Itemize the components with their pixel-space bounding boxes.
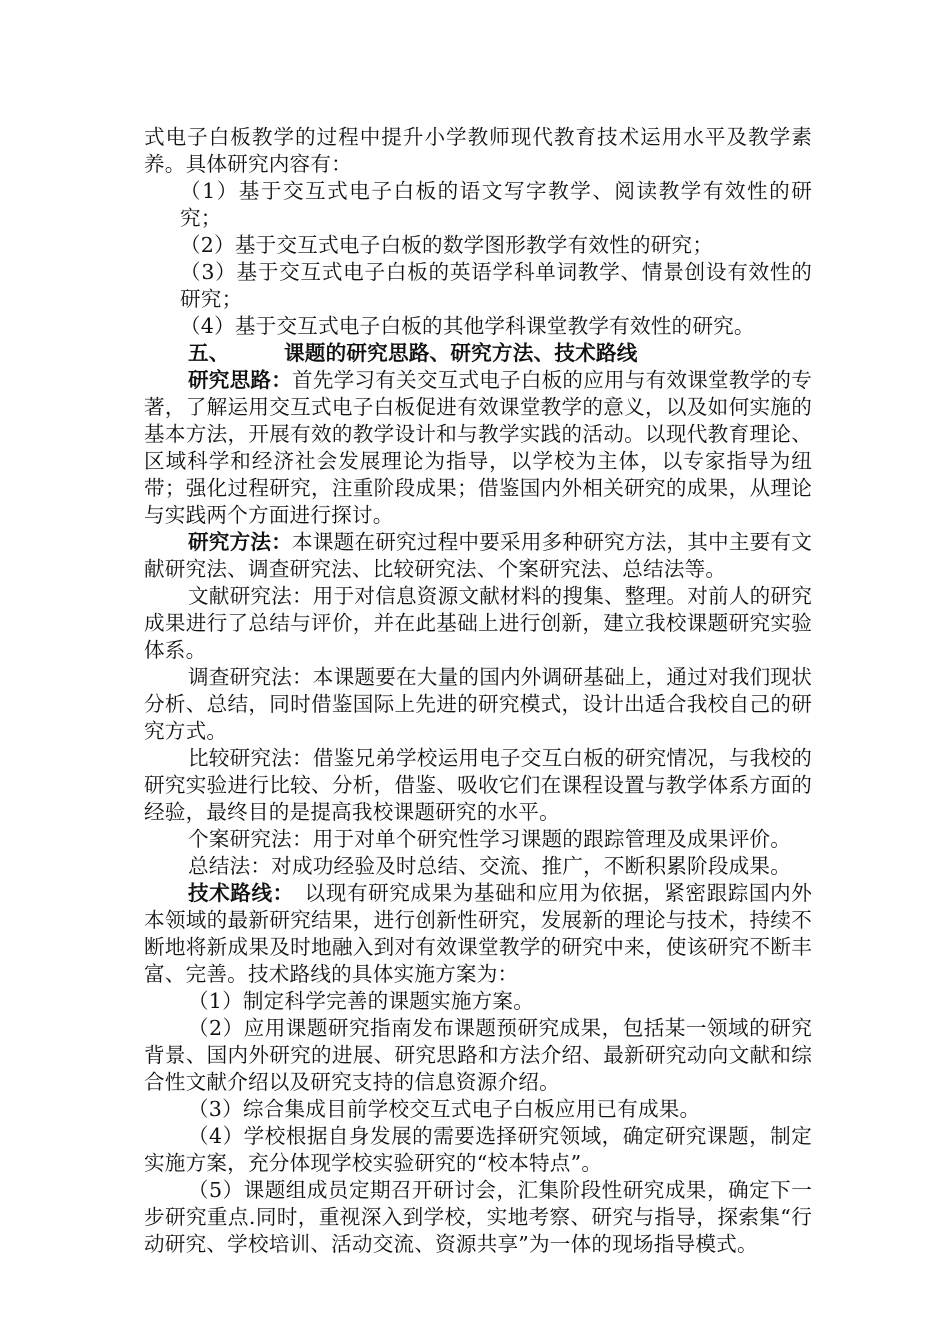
tech-route-text: 以现有研究成果为基础和应用为依据，紧密跟踪国内外本领域的最新研究结果，进行创新性研究，发展新的理论与技术，持续不断地将新成果及时地融入到对有效课堂教学的研究中来，使该研究不断丰富、完善。技术路线的具体实施方案为： bbox=[144, 881, 813, 986]
research-idea-paragraph bbox=[144, 367, 812, 529]
tech-step-5: （5）课题组成员定期召开研讨会，汇集阶段性研究成果，确定下一步研究重点.同时，重视深入到学校，实地考察、研究与指导，探索集“行动研究、学校培训、活动交流、资源共享”为一体的现场指导模式。 bbox=[144, 1178, 812, 1256]
document-page bbox=[144, 124, 812, 1258]
research-method-paragraph bbox=[144, 529, 812, 583]
method-comparison: 比较研究法：借鉴兄弟学校运用电子交互白板的研究情况，与我校的研究实验进行比较、分析，借鉴、吸收它们在课程设置与教学体系方面的经验，最终目的是提高我校课题研究的水平。 bbox=[144, 746, 812, 824]
tech-route-paragraph bbox=[144, 880, 812, 988]
tech-step-4: （4）学校根据自身发展的需要选择研究领域，确定研究课题，制定实施方案，充分体现学校实验研究的“校本特点”。 bbox=[144, 1124, 812, 1175]
tech-step-2: （2）应用课题研究指南发布课题预研究成果，包括某一领域的研究背景、国内外研究的进展、研究思路和方法介绍、最新研究动向文献和综合性文献介绍以及研究支持的信息资源介绍。 bbox=[144, 1016, 812, 1094]
intro-paragraph: 式电子白板教学的过程中提升小学教师现代教育技术运用水平及教学素养。具体研究内容有： bbox=[144, 125, 812, 176]
content-item-4: （4）基于交互式电子白板的其他学科课堂教学有效性的研究。 bbox=[180, 314, 755, 338]
research-method-label: 研究方法： bbox=[188, 530, 293, 554]
section-heading bbox=[144, 340, 812, 367]
method-case: 个案研究法：用于对单个研究性学习课题的跟踪管理及成果评价。 bbox=[188, 827, 792, 851]
method-summary: 总结法：对成功经验及时总结、交流、推广，不断积累阶段成果。 bbox=[188, 854, 792, 878]
method-survey: 调查研究法：本课题要在大量的国内外调研基础上，通过对我们现状分析、总结，同时借鉴国际上先进的研究模式，设计出适合我校自己的研究方式。 bbox=[144, 665, 812, 743]
content-item-1: （1）基于交互式电子白板的语文写字教学、阅读教学有效性的研究； bbox=[180, 179, 812, 230]
method-literature: 文献研究法：用于对信息资源文献材料的搜集、整理。对前人的研究成果进行了总结与评价，并在此基础上进行创新，建立我校课题研究实验体系。 bbox=[144, 584, 812, 662]
research-method-text: 本课题在研究过程中要采用多种研究方法，其中主要有文献研究法、调查研究法、比较研究法、个案研究法、总结法等。 bbox=[144, 530, 813, 581]
tech-route-label: 技术路线： bbox=[188, 881, 284, 905]
content-item-3: （3）基于交互式电子白板的英语学科单词教学、情景创设有效性的研究； bbox=[180, 260, 812, 311]
tech-step-3: （3）综合集成目前学校交互式电子白板应用已有成果。 bbox=[188, 1097, 701, 1121]
section-number: 五、 bbox=[188, 341, 230, 365]
research-idea-text: 首先学习有关交互式电子白板的应用与有效课堂教学的专著，了解运用交互式电子白板促进有效课堂教学的意义，以及如何实施的基本方法，开展有效的教学设计和与教学实践的活动。以现代教育理论、区域科学和经济社会发展理论为指导，以学校为主体，以专家指导为纽带；强化过程研究，注重阶段成果；借鉴国内外相关研究的成果，从理论与实践两个方面进行探讨。 bbox=[144, 368, 813, 527]
research-idea-label: 研究思路： bbox=[188, 368, 293, 392]
tech-step-1: （1）制定科学完善的课题实施方案。 bbox=[188, 989, 535, 1013]
content-item-2: （2）基于交互式电子白板的数学图形教学有效性的研究； bbox=[180, 233, 714, 257]
section-title: 课题的研究思路、研究方法、技术路线 bbox=[284, 341, 638, 365]
